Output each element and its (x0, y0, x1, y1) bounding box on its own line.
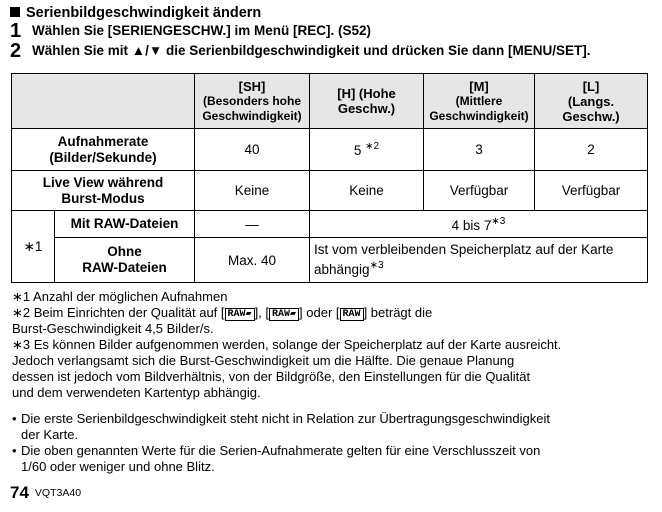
live-h: Keine (310, 171, 424, 211)
noraw-sh: Max. 40 (195, 238, 310, 283)
live-l: Verfügbar (535, 171, 648, 211)
footnote-1: ∗1 Anzahl der möglichen Aufnahmen (12, 289, 228, 304)
row-label-with-raw: Mit RAW-Dateien (55, 211, 195, 238)
section-heading: Serienbildgeschwindigkeit ändern (10, 5, 261, 21)
rate-m: 3 (424, 129, 535, 171)
burst-speed-table (11, 73, 648, 283)
live-sh: Keine (195, 171, 310, 211)
header-l: [L] (Langs. Geschw.) (535, 74, 648, 129)
row-label-rate: Aufnahmerate (Bilder/Sekunde) (12, 129, 195, 171)
step-number: 2 (10, 40, 22, 62)
header-h: [H] (Hohe Geschw.) (310, 74, 424, 129)
header-sh: [SH] (Besonders hohe Geschwindigkeit) (195, 74, 310, 129)
live-m: Verfügbar (424, 171, 535, 211)
noraw-rest: Ist vom verbleibenden Speicherplatz auf der Karte abhängig$^{∗3}$ (310, 238, 648, 283)
step-text: Wählen Sie mit ▲/▼ die Serienbildgeschwindigkeit und drücken Sie dann [MENU/SET]. (32, 43, 591, 58)
document-code: VQT3A40 (34, 487, 82, 499)
raw-rest: 4 bis 7$^{∗3}$ (310, 211, 648, 238)
header-m: [M] (Mittlere Geschwindigkeit) (424, 74, 535, 129)
rate-l: 2 (535, 129, 648, 171)
step-text: Wählen Sie [SERIENGESCHW.] im Menü [REC]. (S52) (32, 23, 372, 38)
header-empty-cell (12, 74, 195, 129)
rate-sh: 40 (195, 129, 310, 171)
step-1 (10, 22, 371, 40)
table-row-rate (12, 129, 648, 171)
page-footer (10, 483, 81, 503)
row-label-without-raw: Ohne RAW-Dateien (55, 238, 195, 283)
bullet-note-1: • Die erste Serienbildgeschwindigkeit steht nicht in Relation zur Übertragungsgeschwindigkeit der Karte. (12, 411, 550, 442)
bullet-dot: • (12, 443, 17, 458)
footnote-2-cont: Burst-Geschwindigkeit 4,5 Bilder/s. (12, 321, 214, 336)
table-row-noraw (12, 238, 648, 283)
group-label-footnote: ∗1 (12, 211, 55, 283)
footnote-3-line2: Jedoch verlangsamt sich die Burst-Geschwindigkeit um die Hälfte. Die genaue Planung (12, 353, 515, 368)
bullet-note-2: • Die oben genannten Werte für die Serien-Aufnahmerate gelten für eine Verschlusszeit von 1/60 oder weniger und ohne Blitz. (12, 443, 541, 474)
step-number: 1 (10, 20, 22, 42)
footnote-2: ∗2 Beim Einrichten der Qualität auf [ RAW▰ ], [ RAW▰ ] oder [ RAW ] beträgt die (12, 305, 433, 320)
step-2 (10, 42, 591, 60)
footnote-3-line3: dessen ist jedoch vom Bildverhältnis, von der Bildgröße, den Einstellungen für die Qualität (12, 369, 531, 384)
raw-standard-icon: RAW▰ (269, 308, 299, 321)
footnotes (12, 289, 652, 401)
footnote-3-line4: und dem verwendeten Kartentyp abhängig. (12, 385, 261, 400)
table-row-liveview (12, 171, 648, 211)
page-number: 74 (10, 483, 29, 502)
footnote-3: ∗3 Es können Bilder aufgenommen werden, solange der Speicherplatz auf der Karte ausreicht. (12, 337, 562, 352)
bullet-notes (12, 411, 652, 475)
table-header-row (12, 74, 648, 129)
square-bullet-icon (10, 7, 20, 17)
raw-sh: — (195, 211, 310, 238)
table-row-raw (12, 211, 648, 238)
raw-fine-icon: RAW▰ (225, 308, 255, 321)
bullet-dot: • (12, 411, 17, 426)
raw-only-icon: RAW (340, 308, 364, 321)
row-label-liveview: Live View während Burst-Modus (12, 171, 195, 211)
rate-h: 5 $^{∗2}$ (310, 129, 424, 171)
